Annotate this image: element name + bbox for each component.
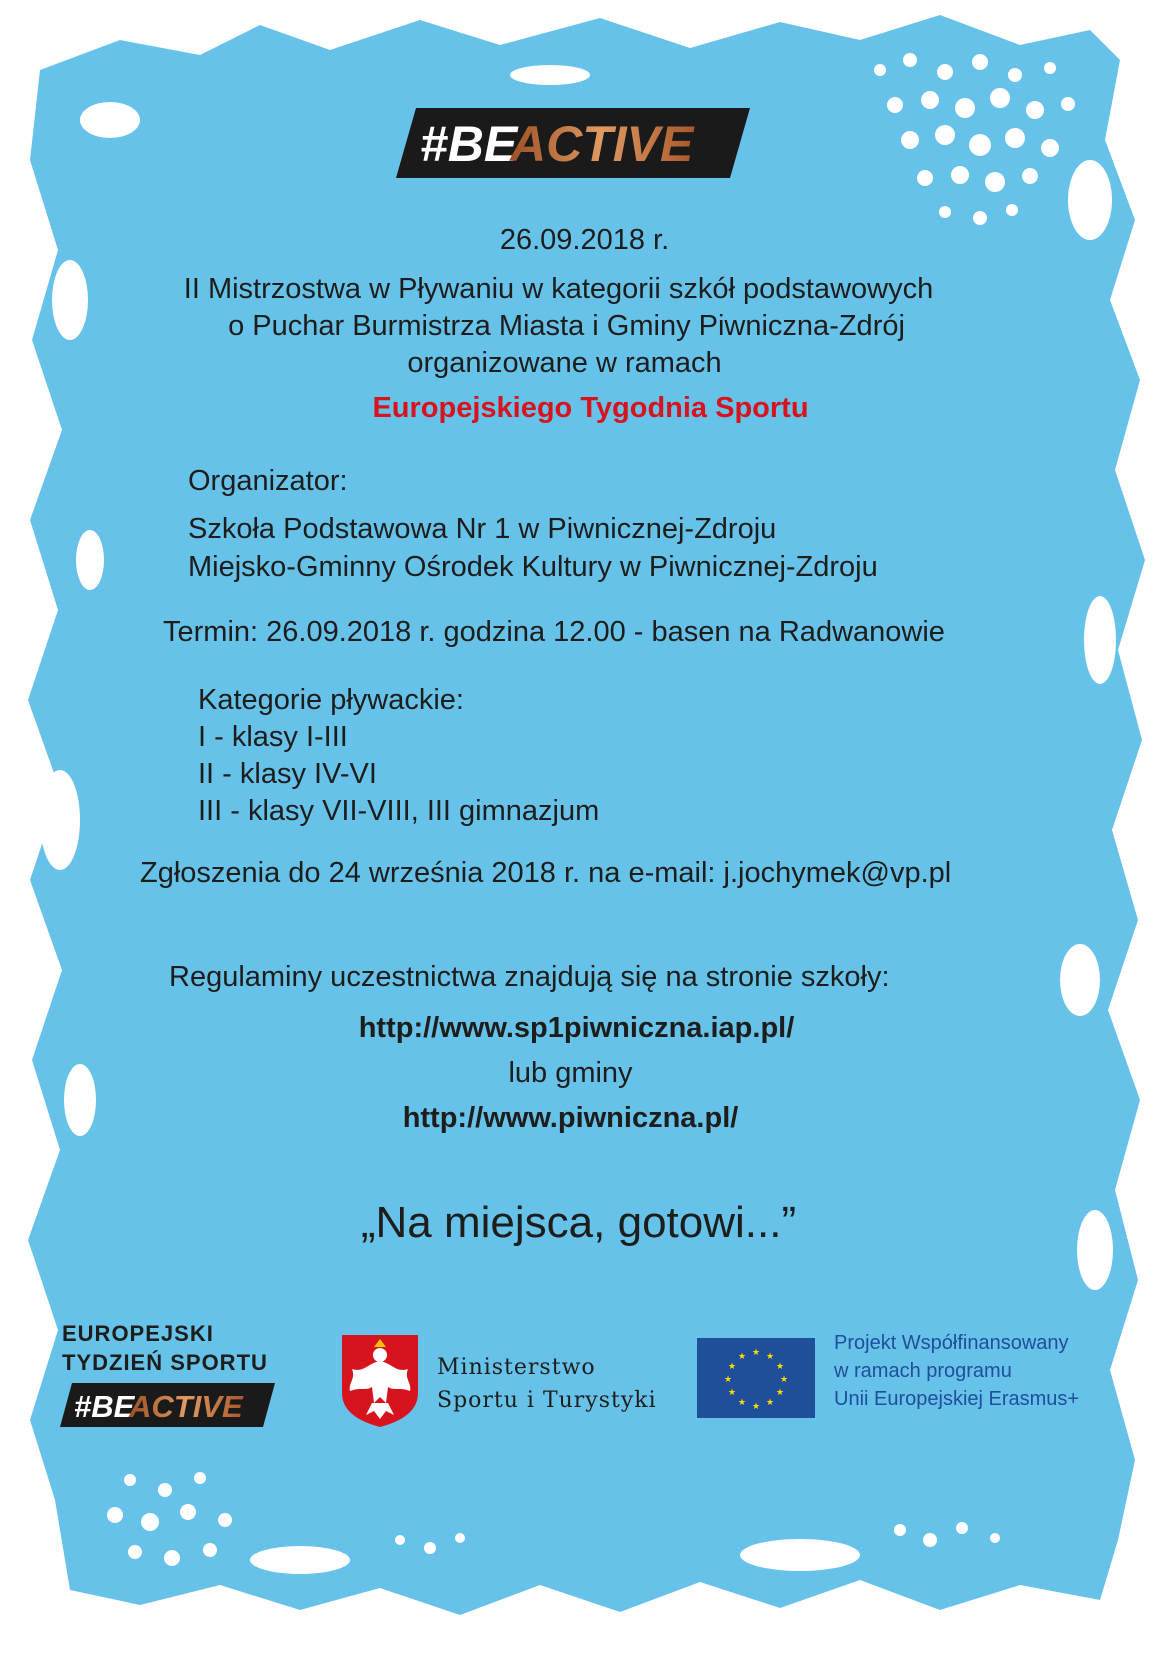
svg-text:★: ★ bbox=[737, 1398, 747, 1408]
svg-text:★: ★ bbox=[779, 1375, 789, 1385]
categories-label: Kategorie pływackie: bbox=[198, 684, 464, 716]
eu-text-line-3: Unii Europejskiej Erasmus+ bbox=[834, 1388, 1080, 1410]
svg-text:★: ★ bbox=[737, 1352, 747, 1362]
event-termin: Termin: 26.09.2018 r. godzina 12.00 - basen na Radwanowie bbox=[163, 616, 945, 648]
ets-active-text: ACTIVE bbox=[129, 1389, 243, 1424]
svg-text:★: ★ bbox=[751, 1348, 761, 1358]
organizer-label: Organizator: bbox=[188, 465, 348, 497]
organizer-item: Szkoła Podstawowa Nr 1 w Piwnicznej-Zdroju bbox=[188, 513, 777, 545]
title-line-2: o Puchar Burmistrza Miasta i Gminy Piwniczna-Zdrój bbox=[228, 310, 905, 342]
ets-line-1: EUROPEJSKI bbox=[62, 1321, 214, 1346]
ministry-line-1: Ministerstwo bbox=[437, 1355, 596, 1380]
title-highlight: Europejskiego Tygodnia Sportu bbox=[372, 392, 809, 424]
svg-text:★: ★ bbox=[775, 1388, 785, 1398]
title-line-3: organizowane w ramach bbox=[407, 347, 722, 379]
event-date: 26.09.2018 r. bbox=[499, 224, 670, 256]
beactive-active-text: ACTIVE bbox=[510, 116, 694, 172]
svg-text:★: ★ bbox=[751, 1402, 761, 1412]
registration-info: Zgłoszenia do 24 września 2018 r. na e-mail: j.jochymek@vp.pl bbox=[140, 857, 952, 889]
ets-beactive-logo bbox=[60, 1383, 275, 1427]
svg-text:★: ★ bbox=[775, 1362, 785, 1372]
beactive-logo bbox=[396, 108, 750, 178]
category-item: II - klasy IV-VI bbox=[198, 758, 377, 790]
beactive-hash-text: #BE bbox=[420, 116, 518, 172]
rules-or-text: lub gminy bbox=[508, 1057, 633, 1089]
school-url-link[interactable]: http://www.sp1piwniczna.iap.pl/ bbox=[358, 1012, 795, 1044]
svg-text:★: ★ bbox=[765, 1352, 775, 1362]
svg-text:★: ★ bbox=[727, 1388, 737, 1398]
ets-line-2: TYDZIEŃ SPORTU bbox=[62, 1350, 268, 1375]
eu-flag-icon bbox=[697, 1338, 815, 1418]
eu-text-line-2: w ramach programu bbox=[834, 1360, 1012, 1382]
polish-eagle-emblem-icon bbox=[338, 1333, 422, 1429]
organizer-item: Miejsko-Gminny Ośrodek Kultury w Piwnicznej-Zdroju bbox=[188, 551, 878, 583]
ets-hash-text: #BE bbox=[74, 1389, 135, 1424]
slogan: „Na miejsca, gotowi...” bbox=[360, 1198, 797, 1247]
municipality-url-link[interactable]: http://www.piwniczna.pl/ bbox=[402, 1102, 739, 1134]
ministry-line-2: Sportu i Turystyki bbox=[437, 1388, 657, 1413]
svg-text:★: ★ bbox=[727, 1362, 737, 1372]
title-line-1: II Mistrzostwa w Pływaniu w kategorii szkół podstawowych bbox=[183, 273, 934, 305]
rules-text: Regulaminy uczestnictwa znajdują się na stronie szkoły: bbox=[169, 961, 890, 993]
category-item: I - klasy I-III bbox=[198, 721, 348, 753]
svg-text:★: ★ bbox=[765, 1398, 775, 1408]
category-item: III - klasy VII-VIII, III gimnazjum bbox=[198, 795, 600, 827]
eu-text-line-1: Projekt Współfinansowany bbox=[834, 1332, 1069, 1354]
svg-text:★: ★ bbox=[723, 1375, 733, 1385]
